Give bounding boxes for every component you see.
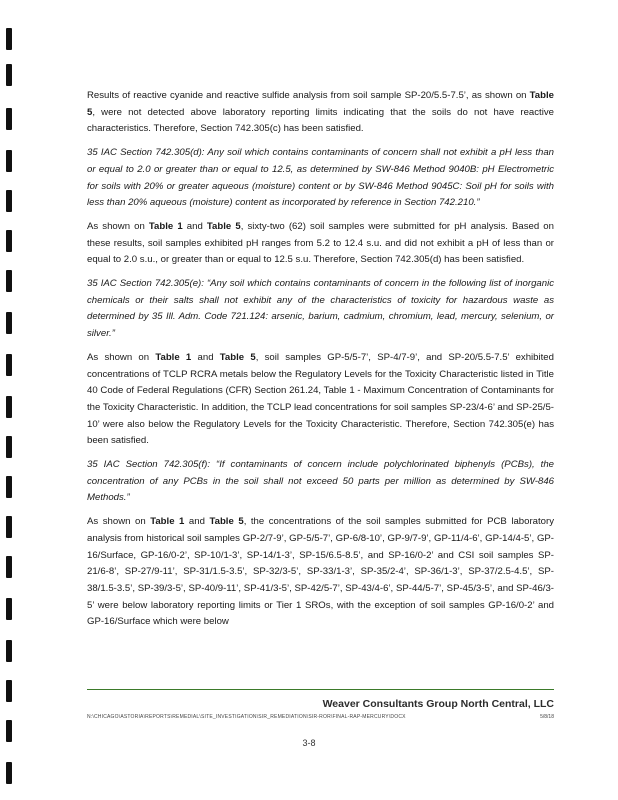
binding-mark <box>6 556 12 578</box>
body-paragraph <box>87 514 554 631</box>
footer-divider <box>87 689 554 690</box>
binding-mark <box>6 190 12 212</box>
binding-mark <box>6 598 12 620</box>
page-number: 3-8 <box>302 738 316 748</box>
table-reference: Table 5 <box>209 516 244 528</box>
body-paragraph <box>87 219 554 269</box>
text-run: As shown on <box>87 516 151 528</box>
regulation-quote-paragraph <box>87 276 554 343</box>
binding-mark <box>6 640 12 662</box>
text-run: 35 IAC Section 742.305(f): “If contaminants of concern include polychlorinated biphenyls (PCBs), the concentration of any PCBs in the soil shall not exceed 50 parts per million as determined by SW-846 Methods.” <box>87 459 554 504</box>
text-run: As shown on <box>87 220 149 232</box>
binding-mark <box>6 516 12 538</box>
binding-mark <box>6 436 12 458</box>
binding-mark <box>6 680 12 702</box>
binding-mark <box>6 476 12 498</box>
text-run: and <box>191 351 220 363</box>
text-run: and <box>182 220 207 232</box>
text-run: As shown on <box>87 351 156 363</box>
text-run: , soil samples GP-5/5-7’, SP-4/7-9’, and SP-20/5.5-7.5’ exhibited concentrations of TCLP RCRA metals below the Regulatory Levels for the Toxicity Characteristic listed in Title 40 Code of Federal Regulations (CFR) Section 261.24, Table 1 - Maximum Concentration of Contaminants for the Toxicity Characteristic. In addition, the TCLP lead concentrations for soil samples SP-23/4-6’ and SP-25/5-10’ were also below the Regulatory Levels for the Toxicity Characteristic. Therefore, Section 742.305(e) has been satisfied. <box>87 351 554 447</box>
binding-mark <box>6 270 12 292</box>
regulation-quote-paragraph <box>87 457 554 507</box>
binding-mark <box>6 230 12 252</box>
binding-mark <box>6 150 12 172</box>
body-paragraph <box>87 88 554 138</box>
text-run: , were not detected above laboratory reporting limits indicating that the soils do not have reactive characteristics. Therefore, Section 742.305(c) has been satisfied. <box>87 106 554 135</box>
table-reference: Table 5 <box>87 90 554 118</box>
text-run: 35 IAC Section 742.305(d): Any soil which contains contaminants of concern shall not exhibit a pH less than or equal to 2.0 or greater than or equal to 12.5, as determined by SW-846 Method 9040B: pH Electrometric for soils with 20% or greater aqueous (moisture) content or by SW-846 Method 9045C: Soil pH for soils with less than 20% aqueous (moisture) content as incorporated by reference in Section 742.210.” <box>87 147 554 209</box>
binding-mark <box>6 762 12 784</box>
body-paragraph <box>87 350 554 450</box>
text-run: 35 IAC Section 742.305(e): “Any soil which contains contaminants of concern in the following list of inorganic chemicals or their salts shall not exhibit any of the characteristics of toxicity for hazardous waste as determined by 35 Ill. Adm. Code 721.124: arsenic, barium, cadmium, chromium, lead, mercury, selenium, or silver.” <box>87 278 554 340</box>
binding-mark <box>6 108 12 130</box>
binding-hole-marks <box>6 0 14 800</box>
table-reference: Table 5 <box>206 220 241 232</box>
binding-mark <box>6 64 12 86</box>
text-run: Results of reactive cyanide and reactive sulfide analysis from soil sample SP-20/5.5-7.5’, as shown on <box>87 90 530 101</box>
document-date: 5/8/18 <box>540 714 554 720</box>
binding-mark <box>6 312 12 334</box>
table-reference: Table 5 <box>219 351 256 363</box>
table-reference: Table 1 <box>155 351 192 363</box>
table-reference: Table 1 <box>150 516 185 528</box>
table-reference: Table 1 <box>148 220 183 232</box>
binding-mark <box>6 28 12 50</box>
text-run: , sixty-two (62) soil samples were submitted for pH analysis. Based on these results, soil samples exhibited pH ranges from 5.2 to 12.4 s.u. and did not exhibit a pH of less than or equal to 2.0 s.u., or greater than or equal to 12.5 s.u. Therefore, Section 742.305(d) has been satisfied. <box>87 220 554 266</box>
document-body <box>87 88 554 638</box>
binding-mark <box>6 396 12 418</box>
text-run: and <box>184 516 210 528</box>
regulation-quote-paragraph <box>87 145 554 212</box>
file-path: N:\CHICAGO\ASTORIA\REPORTS\REMEDIAL\SITE_INVESTIGATION\SIR_REMEDIATION\SIR-ROR\FINAL-RAP-MERCURY\DOCX <box>87 714 406 720</box>
company-name: Weaver Consultants Group North Central, LLC <box>322 698 554 710</box>
text-run: , the concentrations of the soil samples submitted for PCB laboratory analysis from historical soil samples GP-2/7-9’, GP-5/5-7’, GP-6/8-10’, GP-9/7-9’, GP-11/4-6’, GP-14/4-5’, GP-16/Surface, GP-16/0-2’, SP-10/1-3’, SP-14/1-3’, SP-15/6.5-8.5’, and SP-16/0-2’ and CSI soil samples SP-21/6-8’, SP-27/9-11’, SP-31/1.5-3.5’, SP-32/3-5’, SP-33/1-3’, SP-35/2-4’, SP-36/1-3’, SP-37/2.5-4.5’, SP-38/1.5-3.5’, SP-39/3-5’, SP-40/9-11’, SP-41/3-5’, SP-42/5-7’, SP-43/4-6’, SP-44/5-7’, SP-45/3-5’, and SP-46/3-5’ were below laboratory reporting limits or Tier 1 SROs, with the exception of soil samples GP-16/0-2’ and GP-16/Surface which were below <box>87 516 554 628</box>
binding-mark <box>6 354 12 376</box>
